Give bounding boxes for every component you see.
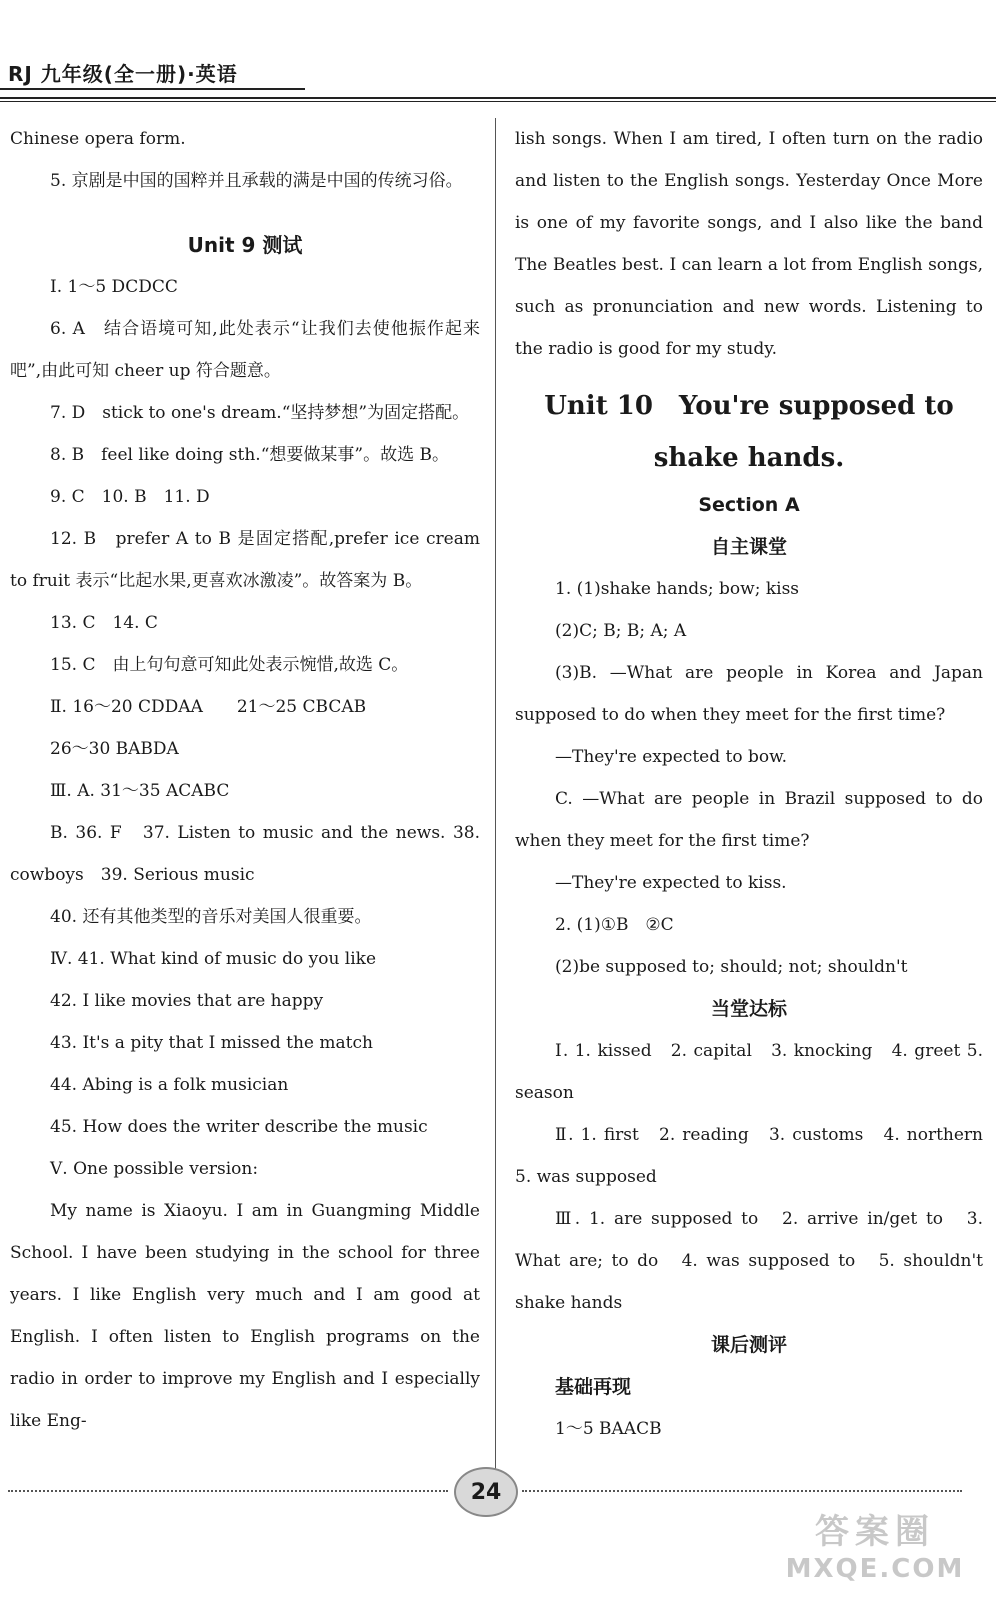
answer-line: 9. C 10. B 11. D [50,487,210,507]
answer-line: Ⅰ. 1. kissed 2. capital 3. knocking 4. greet 5. season [515,1041,983,1103]
answer-line: C. —What are people in Brazil supposed to do when they meet for the first time? [515,789,983,851]
answer-line: 6. A 结合语境可知,此处表示“让我们去使他振作起来吧”,由此可知 cheer up 符合题意。 [10,319,480,381]
answer-line: (2)be supposed to; should; not; shouldn't [555,957,908,977]
answer-line: (3)B. —What are people in Korea and Japan supposed to do when they meet for the first time? [515,663,983,725]
section-heading: 课后测评 [710,1334,787,1356]
answer-line: B. 36. F 37. Listen to music and the news. 38. cowboys 39. Serious music [10,823,480,885]
footer-dots-left [8,1490,448,1492]
answer-line: Ⅴ. One possible version: [50,1159,259,1179]
answer-line: —They're expected to kiss. [555,873,787,893]
header-rule [0,97,996,102]
watermark-cn: 答案圈 [815,1512,935,1552]
section-heading: 基础再现 [555,1376,632,1398]
section-heading: Section A [698,494,800,516]
section-heading: Unit 10 You're supposed to shake hands. [544,391,954,473]
right-column [515,118,983,1450]
answer-line: 2. (1)①B ②C [555,915,674,935]
answer-line: 44. Abing is a folk musician [50,1075,289,1095]
spacer [515,370,983,380]
answer-line: Chinese opera form. [10,129,186,149]
answer-line: Ⅲ. 1. are supposed to 2. arrive in/get to 3. What are; to do 4. was supposed to 5. shouldn't shake hands [515,1209,983,1313]
answer-line: Ⅱ. 16～20 CDDAA 21～25 CBCAB [50,697,367,717]
answer-line: 26～30 BABDA [50,739,179,759]
answer-line: 43. It's a pity that I missed the match [50,1033,373,1053]
answer-line: My name is Xiaoyu. I am in Guangming Middle School. I have been studying in the school for three years. I like English very much and I am good at English. I often listen to English programs on the radio in order to improve my English and I especially like Eng- [10,1201,480,1431]
answer-line: 45. How does the writer describe the music [50,1117,428,1137]
answer-line: Ⅲ. A. 31～35 ACABC [50,781,230,801]
page-header-title: RJ 九年级(全一册)·英语 [8,62,238,86]
answer-line: Ⅳ. 41. What kind of music do you like [50,949,377,969]
answer-line: Ⅱ. 1. first 2. reading 3. customs 4. northern 5. was supposed [515,1125,983,1187]
answer-line: Ⅰ. 1～5 DCDCC [50,277,178,297]
left-column [10,118,480,1442]
watermark-en: MXQE.COM [785,1554,965,1584]
answer-line: —They're expected to bow. [555,747,788,767]
section-heading: 当堂达标 [710,998,787,1020]
section-heading: Unit 9 测试 [187,233,303,257]
answer-line: 8. B feel like doing sth.“想要做某事”。故选 B。 [50,445,449,465]
column-divider [495,118,496,1478]
spacer [10,202,480,224]
answer-line: 15. C 由上句句意可知此处表示惋惜,故选 C。 [50,655,409,675]
footer-dots-right [522,1490,962,1492]
answer-line: 42. I like movies that are happy [50,991,324,1011]
answer-line: 1. (1)shake hands; bow; kiss [555,579,800,599]
header-underline [0,88,305,90]
answer-line: (2)C; B; B; A; A [555,621,687,641]
answer-line: 7. D stick to one's dream.“坚持梦想”为固定搭配。 [50,403,470,423]
answer-line: lish songs. When I am tired, I often turn on the radio and listen to the English songs. Yesterday Once More is one of my favorite songs, and I also like the band The Beatles best. I can learn a lot from English songs, such as pronunciation and new words. Listening to the radio is good for my study. [515,129,983,359]
watermark-logo [770,1510,980,1590]
page-number: 24 [454,1467,518,1517]
section-heading: 自主课堂 [710,536,787,558]
answer-line: 5. 京剧是中国的国粹并且承载的满是中国的传统习俗。 [50,171,463,191]
answer-line: 12. B prefer A to B 是固定搭配,prefer ice cream to fruit 表示“比起水果,更喜欢冰激凌”。故答案为 B。 [10,529,480,591]
answer-line: 1～5 BAACB [555,1419,662,1439]
answer-line: 13. C 14. C [50,613,158,633]
answer-line: 40. 还有其他类型的音乐对美国人很重要。 [50,907,372,927]
